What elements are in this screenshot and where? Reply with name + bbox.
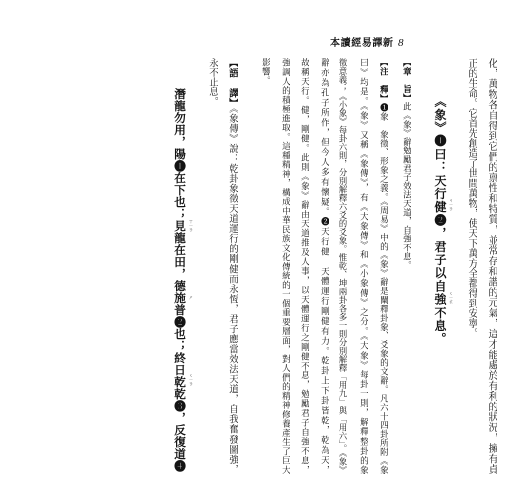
- notes-line: 曰》均是。《象》又稱《象傳》，有《大象傳》和《小象傳》之分。《大象》每卦一則，解釋整卦的象: [358, 58, 368, 474]
- section-label-gist: 【章 旨】: [401, 58, 411, 102]
- notes-line: 故稱天行。健，剛健。此則《象》辭由天道推及人事，以天體運行之剛健不息，勉勵君子自強不息，: [299, 58, 309, 474]
- section-label-vernacular: 【語 譯】: [227, 58, 238, 109]
- vernacular-line: 永不止息。: [207, 58, 218, 106]
- notes-line: 強調人的積極進取。這種精神，構成中華民族文化傳統的一個重要層面，對人們的精神修養產生了巨大: [280, 58, 290, 474]
- chapter-gist-text: 此《象》辭勉勵君子效法天道，自強不息。: [401, 102, 411, 270]
- phonetic-annotation: ㄑㄧㄢˊ: [188, 373, 193, 391]
- notes-line: [377, 58, 388, 474]
- notes-line: 影響。: [260, 58, 270, 85]
- phonetic-annotation: ㄐㄧㄢˋ: [448, 198, 453, 216]
- section-label-notes: 【注 釋】: [378, 58, 388, 103]
- phonetic-annotation: ㄑㄧㄤˊ: [448, 291, 453, 309]
- notes-line: 辭亦為孔子所作，但今人多有懷疑。❷天行健 天體運行剛健有力。乾卦上下卦皆乾，乾為天，: [319, 58, 329, 474]
- phonetic-annotation: ㄒㄧㄢˋ: [188, 219, 193, 237]
- vernacular-text: 《象傳》說：乾卦象徵天道運行的剛健而永恆，君子應當效法天道，自我奮發圖強，: [227, 108, 238, 474]
- running-title: 本讀經易譯新: [330, 38, 394, 49]
- translation-line: 正的生命。它首先創造了世間萬物，使天下萬方全都得到安寧。: [466, 58, 477, 338]
- notes-text: ❶象 象徵、形象之義。《周易》中的《象》辭是闡釋卦象、爻象的文辭。凡六十四卦所附《象: [378, 102, 388, 474]
- notes-line: 徵意義；《小象》每卦六則，分別解釋六爻的爻象。惟乾、坤兩卦各多一則分別解釋「用九」與「用六」。《象》: [338, 58, 348, 474]
- vernacular-line: [226, 58, 238, 474]
- translation-line: 化，萬物各自得到它們的禀性和特質，並常存和諧的元氣，這才能處於有利的狀況，擁有貞: [486, 58, 497, 474]
- phonetic-annotation: ㄕ: [188, 295, 193, 300]
- page-number: 8: [398, 37, 404, 49]
- classic-text-xiang: 《象》❶曰：天行健❷，君子以自強不息。: [433, 95, 447, 346]
- chapter-gist: [400, 58, 411, 269]
- classic-text-next: 潛龍勿用，陽❶在下也；見龍在田，德施普❷也；終日乾乾❸，反復道❹: [173, 88, 187, 472]
